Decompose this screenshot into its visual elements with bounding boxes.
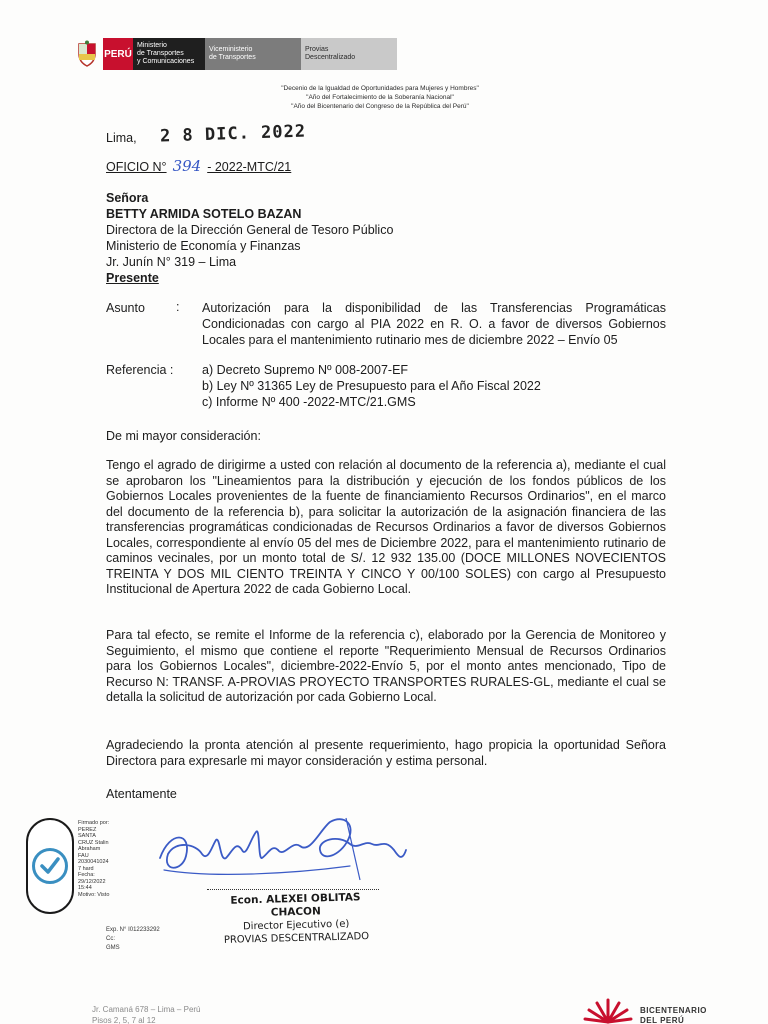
addressee-block [106, 190, 393, 286]
handwritten-number: 394 [172, 157, 202, 175]
ministry-label: Ministerio de Transportes y Comunicaciones [133, 38, 205, 70]
oficio-number: OFICIO N° 394 - 2022-MTC/21 [106, 157, 292, 175]
addressee-ministry: Ministerio de Economía y Finanzas [106, 239, 301, 253]
signer-org: PROVIAS DESCENTRALIZADO [223, 931, 370, 946]
presente-label: Presente [106, 271, 159, 285]
body-paragraph-3: Agradeciendo la pronta atención al presente requerimiento, hago propicia la oportunidad Señora Directora para expresarle mi mayor consideración y estima personal. [106, 738, 666, 768]
referencias-list [202, 362, 541, 410]
asunto-colon: : [176, 300, 180, 314]
signature-line [207, 889, 379, 890]
vice-ministry-label: Viceministerio de Transportes [205, 38, 301, 70]
asunto-text: Autorización para la disponibilidad de las Transferencias Programáticas Condicionadas con cargo al PIA 2022 en R. O. a favor de diversos Gobiernos Locales para el mantenimiento rutinario mes de diciembre 2022 – Envío 05 [202, 301, 666, 347]
checkmark-icon [32, 848, 68, 884]
asunto-label: Asunto [106, 301, 145, 315]
footer-address: Jr. Camaná 678 – Lima – Perú Pisos 2, 5, 7 al 12 [92, 1005, 201, 1024]
bicentenario-icon [582, 994, 634, 1024]
peru-label: PERÚ [103, 38, 133, 70]
closing: Atentamente [106, 787, 177, 801]
digital-signature-badge [26, 818, 74, 914]
addressee-address: Jr. Junín N° 319 – Lima [106, 255, 237, 269]
greeting: De mi mayor consideración: [106, 429, 261, 443]
addressee-position: Directora de la Dirección General de Tesoro Público [106, 223, 394, 237]
referencia-item: b) Ley Nº 31365 Ley de Presupuesto para el Año Fiscal 2022 [202, 379, 541, 393]
addressee-name: BETTY ARMIDA SOTELO BAZAN [106, 207, 302, 221]
referencia-item: c) Informe Nº 400 -2022-MTC/21.GMS [202, 395, 416, 409]
digital-signature-info: Firmado por: PEREZ SANTA CRUZ Stalin Abraham FAU 2030041024 7 hard Fecha: 29/12/2022 15:44 Motivo: Visto [78, 820, 110, 898]
coat-of-arms-icon [74, 38, 100, 70]
handwritten-signature [150, 810, 410, 895]
salutation: Señora [106, 191, 149, 205]
signer-title: Director Ejecutivo (e) [242, 918, 350, 933]
institutional-banner [74, 38, 397, 70]
referencia-label: Referencia : [106, 363, 174, 377]
provias-label: Provias Descentralizado [301, 38, 397, 70]
year-mottos: "Decenio de la Igualdad de Oportunidades para Mujeres y Hombres" "Año del Fortalecimiento de la Soberanía Nacional" "Año del Bicentenario del Congreso de la República del Perú" [281, 85, 479, 110]
place-label: Lima, [106, 131, 137, 145]
referencia-item: a) Decreto Supremo Nº 008-2007-EF [202, 363, 409, 377]
signer-name: Econ. ALEXEI OBLITAS CHACON [230, 891, 361, 919]
body-paragraph-1: Tengo el agrado de dirigirme a usted con relación al documento de la referencia a), mediante el cual se aprobaron los "Lineamientos para la distribución y ejecución de los fondos públicos de los Gobiernos Locales provenientes de la fuente de financiamiento Recursos Ordinarios", en el marco del documento de la referencia b), para solicitar la autorización de la asignación financiera de las transferencias programáticas condicionadas de Recursos Ordinarios a favor de diversos Gobiernos Locales, correspondiente al envío 05 del mes de Diciembre 2022, para el mantenimiento rutinario de caminos vecinales, por un monto total de S/. 12 932 135.00 (DOCE MILLONES NOVECIENTOS TREINTA Y DOS MIL CIENTO TREINTA Y CINCO Y 00/100 SOLES) con cargo al Presupuesto Institucional de Apertura 2022 de cada Gobierno Local. [106, 458, 666, 596]
body-paragraph-2: Para tal efecto, se remite el Informe de la referencia c), elaborado por la Gerencia de Monitoreo y Seguimiento, el mismo que contiene el reporte "Requerimiento Mensual de Recursos Ordinarios para los Gobiernos Locales", diciembre-2022-Envío 5, por el monto antes mencionado, Tipo de Recurso N: TRANSF. A-PROVIAS PROYECTO TRANSPORTES RURALES-GL, mediante el cual se detalla la solicitud de autorización por cada Gobierno Local. [106, 628, 666, 704]
bicentenario-logo: BICENTENARIO DEL PERÚ [582, 994, 707, 1024]
expediente-block: Exp. N° I012233292 Cc: GMS [106, 927, 160, 951]
date-stamp: 2 8 DIC. 2022 [159, 121, 307, 147]
signer-stamp [211, 891, 380, 947]
